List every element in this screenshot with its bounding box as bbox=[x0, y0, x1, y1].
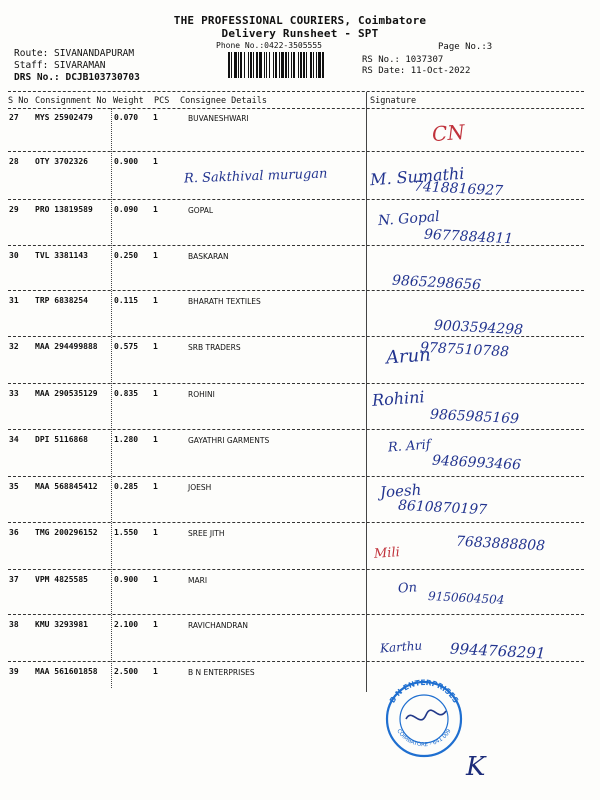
row-handwritten-note: R. Sakthival murugan bbox=[183, 166, 328, 187]
barcode-bar bbox=[253, 52, 254, 78]
row-consignee: ROHINI bbox=[188, 390, 215, 399]
row-signature: N. Gopal bbox=[377, 208, 441, 230]
row-consignee: MARI bbox=[188, 576, 208, 585]
row-separator bbox=[8, 290, 584, 291]
barcode-bar bbox=[316, 52, 317, 78]
row-separator bbox=[8, 199, 584, 200]
row-phone: 9944768291 bbox=[449, 639, 546, 663]
row-signature: Arun bbox=[385, 344, 432, 369]
header-top-rule bbox=[8, 91, 584, 92]
barcode-bar bbox=[240, 52, 242, 78]
row-consignment-no: OTY 3702326 bbox=[35, 157, 88, 166]
barcode-bar bbox=[275, 52, 277, 78]
company-stamp bbox=[376, 677, 472, 757]
row-phone: 9865985169 bbox=[429, 406, 520, 428]
row-sno: 33 bbox=[9, 389, 19, 398]
row-consignee: RAVICHANDRAN bbox=[188, 621, 248, 630]
barcode-bar bbox=[285, 52, 287, 78]
row-pcs: 1 bbox=[153, 251, 158, 260]
row-weight: 1.550 bbox=[114, 528, 139, 537]
col-consignee: Consignee Details bbox=[180, 96, 267, 106]
row-consignment-no: MAA 294499888 bbox=[35, 342, 98, 351]
col-signature: Signature bbox=[370, 96, 417, 106]
barcode-bar bbox=[318, 52, 321, 78]
row-sno: 32 bbox=[9, 342, 19, 351]
row-phone: 8610870197 bbox=[397, 497, 488, 519]
col-weight: Weight bbox=[113, 96, 144, 106]
row-consignment-no: MAA 290535129 bbox=[35, 389, 98, 398]
barcode-bar bbox=[244, 52, 245, 78]
row-pcs: 1 bbox=[153, 389, 158, 398]
row-consignee: SRB TRADERS bbox=[188, 343, 241, 352]
footer-handwritten-mark: K bbox=[466, 752, 486, 782]
row-consignee: GAYATHRI GARMENTS bbox=[188, 436, 270, 445]
drs-number: DRS No.: DCJB103730703 bbox=[14, 72, 140, 83]
row-consignment-no: MAA 561601858 bbox=[35, 667, 98, 676]
row-pcs: 1 bbox=[153, 113, 158, 122]
row-signature: Karthu bbox=[379, 638, 423, 656]
row-phone: 9677884811 bbox=[423, 226, 514, 248]
row-consignee: B N ENTERPRISES bbox=[188, 668, 255, 677]
barcode-bar bbox=[293, 52, 295, 78]
barcode-bar bbox=[259, 52, 262, 78]
row-consignment-no: DPI 5116868 bbox=[35, 435, 88, 444]
barcode-bar bbox=[281, 52, 284, 78]
row-separator bbox=[8, 661, 584, 662]
row-weight: 0.900 bbox=[114, 157, 139, 166]
barcode-bar bbox=[269, 52, 270, 78]
row-weight: 0.070 bbox=[114, 113, 139, 122]
barcode-bar bbox=[288, 52, 289, 78]
row-signature: Joesh bbox=[379, 480, 422, 502]
barcode-bar bbox=[291, 52, 292, 78]
row-consignee: BASKARAN bbox=[188, 252, 229, 261]
row-separator bbox=[8, 336, 584, 337]
col-consignment: Consignment No bbox=[35, 96, 107, 106]
row-separator bbox=[8, 383, 584, 384]
weight-column-rule bbox=[111, 108, 112, 688]
row-pcs: 1 bbox=[153, 620, 158, 629]
row-sno: 28 bbox=[9, 157, 19, 166]
row-sno: 37 bbox=[9, 575, 19, 584]
signature-column-rule bbox=[366, 92, 367, 692]
row-signature: Rohini bbox=[371, 387, 426, 410]
barcode-bar bbox=[303, 52, 305, 78]
company-title: THE PROFESSIONAL COURIERS, Coimbatore bbox=[173, 14, 427, 27]
row-pcs: 1 bbox=[153, 435, 158, 444]
barcode-graphic bbox=[228, 52, 354, 78]
row-phone: 7418816927 bbox=[413, 178, 504, 200]
stamp-bottom-text: COIMBATORE - 641 009 bbox=[395, 728, 453, 749]
row-separator bbox=[8, 151, 584, 152]
row-sno: 39 bbox=[9, 667, 19, 676]
row-separator bbox=[8, 614, 584, 615]
row-consignment-no: VPM 4825585 bbox=[35, 575, 88, 584]
row-sno: 35 bbox=[9, 482, 19, 491]
row-consignee: JOESH bbox=[188, 483, 212, 492]
page-number: Page No.:3 bbox=[438, 42, 493, 52]
row-sno: 30 bbox=[9, 251, 19, 260]
row-consignee: BUVANESHWARI bbox=[188, 114, 249, 123]
row-weight: 0.900 bbox=[114, 575, 139, 584]
row-weight: 0.285 bbox=[114, 482, 139, 491]
row-pcs: 1 bbox=[153, 296, 158, 305]
row-weight: 0.250 bbox=[114, 251, 139, 260]
row-consignment-no: MAA 568845412 bbox=[35, 482, 98, 491]
row-consignee: GOPAL bbox=[188, 206, 214, 215]
row-consignment-no: MYS 25902479 bbox=[35, 113, 93, 122]
row-sno: 34 bbox=[9, 435, 19, 444]
runsheet-subtitle: Delivery Runsheet - SPT bbox=[221, 27, 379, 40]
row-consignee: SREE JITH bbox=[188, 529, 225, 538]
row-signature: R. Arif bbox=[387, 437, 432, 456]
row-sno: 27 bbox=[9, 113, 19, 122]
row-consignment-no: KMU 3293981 bbox=[35, 620, 88, 629]
row-pcs: 1 bbox=[153, 342, 158, 351]
row-pcs: 1 bbox=[153, 205, 158, 214]
row-signature: CN bbox=[431, 119, 466, 147]
barcode-bar bbox=[313, 52, 314, 78]
phone-number: Phone No.:0422-3505555 bbox=[216, 41, 322, 50]
barcode-bar bbox=[238, 52, 239, 78]
row-weight: 2.100 bbox=[114, 620, 139, 629]
col-sno: S No bbox=[8, 96, 29, 106]
row-pcs: 1 bbox=[153, 667, 158, 676]
row-consignee: BHARATH TEXTILES bbox=[188, 297, 261, 306]
row-weight: 1.280 bbox=[114, 435, 139, 444]
barcode-bar bbox=[250, 52, 252, 78]
row-pcs: 1 bbox=[153, 575, 158, 584]
row-signature: Mili bbox=[373, 545, 401, 562]
row-weight: 0.115 bbox=[114, 296, 139, 305]
row-separator bbox=[8, 569, 584, 570]
rs-number: RS No.: 1037307 bbox=[362, 55, 444, 65]
row-signature: M. Sumathi bbox=[369, 163, 465, 190]
stamp-top-text: B N ENTERPRISES bbox=[387, 677, 461, 705]
row-pcs: 1 bbox=[153, 157, 158, 166]
row-sno: 29 bbox=[9, 205, 19, 214]
row-sno: 31 bbox=[9, 296, 19, 305]
row-consignment-no: TRP 6838254 bbox=[35, 296, 88, 305]
row-phone: 9486993466 bbox=[431, 452, 522, 474]
row-weight: 2.500 bbox=[114, 667, 139, 676]
row-weight: 0.835 bbox=[114, 389, 139, 398]
row-consignment-no: TVL 3381143 bbox=[35, 251, 88, 260]
header-bottom-rule bbox=[8, 108, 584, 109]
barcode-bar bbox=[266, 52, 267, 78]
row-consignment-no: TMG 200296152 bbox=[35, 528, 98, 537]
barcode-bar bbox=[300, 52, 302, 78]
barcode-bar bbox=[228, 52, 230, 78]
rs-date: RS Date: 11-Oct-2022 bbox=[362, 66, 471, 76]
barcode-bar bbox=[322, 52, 324, 78]
row-pcs: 1 bbox=[153, 482, 158, 491]
barcode-bar bbox=[306, 52, 307, 78]
route-label: Route: SIVANANDAPURAM bbox=[14, 48, 135, 59]
barcode-bar bbox=[273, 52, 274, 78]
row-separator bbox=[8, 476, 584, 477]
svg-text:B N ENTERPRISES bbox=[388, 678, 461, 705]
row-consignment-no: PRO 13819589 bbox=[35, 205, 93, 214]
barcode-bar bbox=[310, 52, 312, 78]
row-phone: 9865298656 bbox=[391, 272, 482, 294]
row-signature: On bbox=[397, 580, 418, 597]
barcode-bar bbox=[256, 52, 258, 78]
barcode-bar bbox=[264, 52, 265, 78]
barcode-bar bbox=[279, 52, 280, 78]
barcode-bar bbox=[234, 52, 237, 78]
row-phone: 9003594298 bbox=[433, 317, 524, 339]
barcode-bar bbox=[298, 52, 299, 78]
row-weight: 0.575 bbox=[114, 342, 139, 351]
staff-label: Staff: SIVARAMAN bbox=[14, 60, 106, 71]
row-separator bbox=[8, 522, 584, 523]
row-separator bbox=[8, 245, 584, 246]
row-sno: 36 bbox=[9, 528, 19, 537]
barcode-bar bbox=[231, 52, 232, 78]
row-phone: 9787510788 bbox=[419, 339, 510, 361]
col-pcs: PCS bbox=[154, 96, 170, 106]
row-phone: 7683888808 bbox=[455, 533, 546, 555]
row-sno: 38 bbox=[9, 620, 19, 629]
row-phone: 9150604504 bbox=[427, 589, 505, 607]
row-separator bbox=[8, 429, 584, 430]
barcode-bar bbox=[248, 52, 249, 78]
row-weight: 0.090 bbox=[114, 205, 139, 214]
row-pcs: 1 bbox=[153, 528, 158, 537]
